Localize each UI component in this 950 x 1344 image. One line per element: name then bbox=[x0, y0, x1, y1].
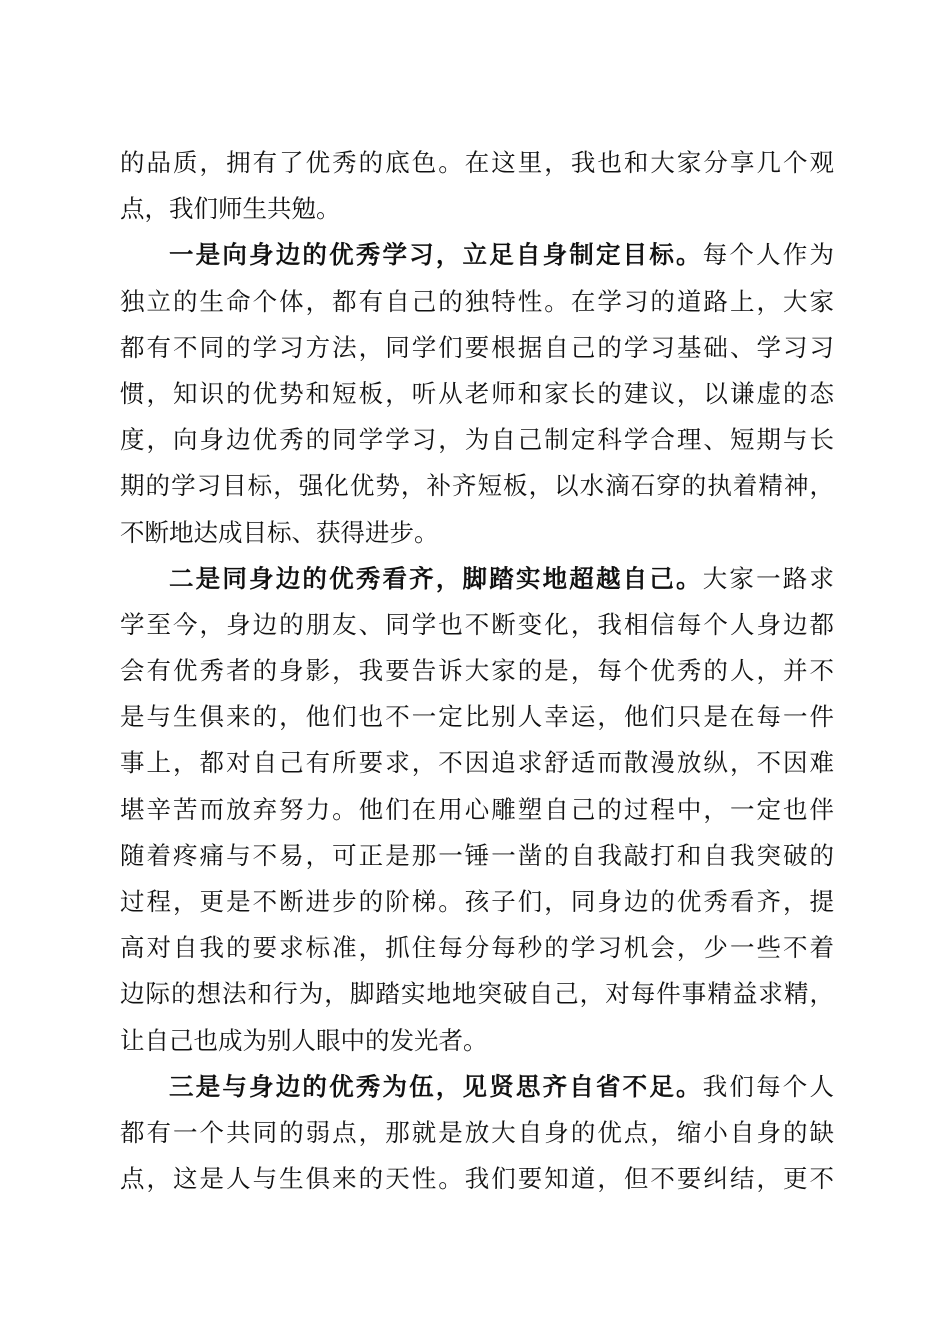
text-line: 堪辛苦而放弃努力。他们在用心雕塑自己的过程中，一定也伴 bbox=[120, 794, 834, 824]
paragraph-lead-rest: 每个人作为 bbox=[702, 240, 834, 270]
text-line: 点，这是人与生俱来的天性。我们要知道，但不要纠结，更不 bbox=[120, 1164, 834, 1194]
text-line: 高对自我的要求标准，抓住每分每秒的学习机会，少一些不着 bbox=[120, 933, 834, 963]
text-line: 随着疼痛与不易，可正是那一锤一凿的自我敲打和自我突破的 bbox=[120, 840, 834, 870]
text-line: 学至今，身边的朋友、同学也不断变化，我相信每个人身边都 bbox=[120, 609, 834, 639]
text-line: 会有优秀者的身影，我要告诉大家的是，每个优秀的人，并不 bbox=[120, 656, 834, 686]
text-line: 度，向身边优秀的同学学习，为自己制定科学合理、短期与长 bbox=[120, 425, 834, 455]
paragraph-lead: 三是与身边的优秀为伍，见贤思齐自省不足。 bbox=[169, 1071, 703, 1101]
text-line: 点，我们师生共勉。 bbox=[120, 194, 341, 224]
paragraph-heading-line bbox=[120, 556, 834, 602]
text-line: 事上，都对自己有所要求，不因追求舒适而散漫放纵，不因难 bbox=[120, 748, 834, 778]
paragraph-lead: 一是向身边的优秀学习，立足自身制定目标。 bbox=[169, 240, 703, 270]
text-line: 让自己也成为别人眼中的发光者。 bbox=[120, 1025, 488, 1055]
text-line: 是与生俱来的，他们也不一定比别人幸运，他们只是在每一件 bbox=[120, 702, 834, 732]
text-line: 期的学习目标，强化优势，补齐短板，以水滴石穿的执着精神， bbox=[120, 471, 834, 501]
paragraph-heading-line bbox=[120, 232, 834, 278]
text-line: 过程，更是不断进步的阶梯。孩子们，同身边的优秀看齐，提 bbox=[120, 887, 834, 916]
text-line: 的品质，拥有了优秀的底色。在这里，我也和大家分享几个观 bbox=[120, 148, 834, 177]
paragraph-lead-rest: 大家一路求 bbox=[702, 563, 834, 593]
text-line: 不断地达成目标、获得进步。 bbox=[120, 517, 439, 547]
paragraph-lead: 二是同身边的优秀看齐，脚踏实地超越自己。 bbox=[169, 563, 703, 593]
text-line: 独立的生命个体，都有自己的独特性。在学习的道路上，大家 bbox=[120, 286, 834, 316]
body-text bbox=[120, 140, 834, 1202]
text-line: 边际的想法和行为，脚踏实地地突破自己，对每件事精益求精， bbox=[120, 979, 834, 1009]
text-line: 惯，知识的优势和短板，听从老师和家长的建议，以谦虚的态 bbox=[120, 378, 834, 408]
paragraph-lead-rest: 我们每个人 bbox=[702, 1071, 834, 1101]
text-line: 都有不同的学习方法，同学们要根据自己的学习基础、学习习 bbox=[120, 332, 834, 362]
paragraph-heading-line bbox=[120, 1064, 834, 1110]
text-line: 都有一个共同的弱点，那就是放大自身的优点，缩小自身的缺 bbox=[120, 1117, 834, 1147]
